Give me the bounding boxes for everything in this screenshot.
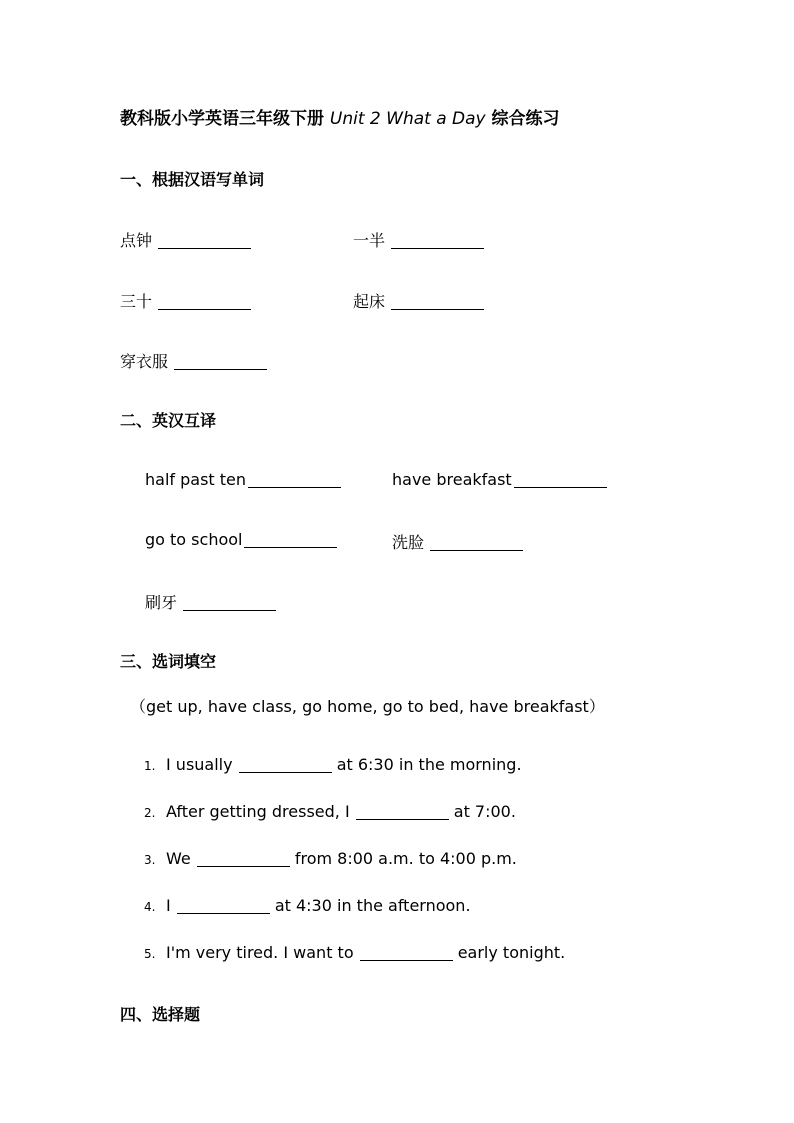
answer-blank[interactable] — [158, 232, 251, 249]
answer-blank[interactable] — [391, 232, 484, 249]
answer-blank[interactable] — [391, 293, 484, 310]
question-text-after: at 6:30 in the morning. — [336, 755, 522, 774]
answer-blank[interactable] — [244, 531, 337, 548]
answer-blank[interactable] — [158, 293, 251, 310]
s1-item-4 — [353, 289, 484, 312]
s1-item-3 — [120, 289, 251, 312]
question-text-before: I — [166, 896, 171, 915]
section2-heading: 二、英汉互译 — [120, 411, 217, 430]
s1-item-label: 起床 — [353, 292, 386, 311]
s1-item-label: 穿衣服 — [120, 352, 169, 371]
answer-blank[interactable] — [197, 850, 290, 867]
question-text-after: early tonight. — [457, 943, 566, 962]
s2-item-2 — [392, 470, 609, 489]
question-text-after: at 4:30 in the afternoon. — [274, 896, 471, 915]
question-number: 2. — [144, 806, 156, 820]
answer-blank[interactable] — [430, 534, 523, 551]
s1-item-label: 三十 — [120, 292, 153, 311]
s2-item-label: 刷牙 — [145, 593, 178, 612]
s1-item-label: 点钟 — [120, 231, 153, 250]
s1-item-1 — [120, 228, 251, 251]
question-text-before: I'm very tired. I want to — [166, 943, 354, 962]
s3-question-3 — [144, 849, 517, 868]
answer-blank[interactable] — [183, 594, 276, 611]
question-text-before: After getting dressed, I — [166, 802, 350, 821]
section3-heading: 三、选词填空 — [120, 652, 217, 671]
title-unit: Unit 2 What a Day — [329, 109, 486, 129]
s2-item-label: go to school — [145, 530, 243, 549]
question-text-before: I usually — [166, 755, 233, 774]
word-bank: （get up, have class, go home, go to bed, have breakfast） — [130, 697, 605, 716]
question-number: 4. — [144, 900, 156, 914]
s2-item-5 — [145, 590, 276, 613]
s3-question-1 — [144, 755, 522, 774]
s3-question-2 — [144, 802, 516, 821]
s2-item-1 — [145, 470, 343, 489]
s2-item-4 — [392, 530, 523, 553]
s2-item-label: have breakfast — [392, 470, 512, 489]
s3-question-4 — [144, 896, 471, 915]
s2-item-label: 洗脸 — [392, 533, 425, 552]
section1-heading: 一、根据汉语写单词 — [120, 170, 265, 189]
s1-item-2 — [353, 228, 484, 251]
answer-blank[interactable] — [239, 756, 332, 773]
answer-blank[interactable] — [248, 471, 341, 488]
title-cn-prefix: 教科版小学英语三年级下册 — [120, 109, 324, 129]
answer-blank[interactable] — [177, 897, 270, 914]
title-cn-suffix: 综合练习 — [491, 109, 560, 129]
s2-item-3 — [145, 530, 339, 549]
answer-blank[interactable] — [356, 803, 449, 820]
answer-blank[interactable] — [360, 944, 453, 961]
s2-item-label: half past ten — [145, 470, 247, 489]
question-text-before: We — [166, 849, 191, 868]
section4-heading: 四、选择题 — [120, 1005, 201, 1024]
answer-blank[interactable] — [174, 353, 267, 370]
s3-question-5 — [144, 943, 565, 962]
question-number: 5. — [144, 947, 156, 961]
s1-item-5 — [120, 349, 267, 372]
page-title — [120, 104, 560, 129]
answer-blank[interactable] — [514, 471, 607, 488]
question-number: 3. — [144, 853, 156, 867]
s1-item-label: 一半 — [353, 231, 386, 250]
question-text-after: at 7:00. — [453, 802, 516, 821]
question-number: 1. — [144, 759, 156, 773]
question-text-after: from 8:00 a.m. to 4:00 p.m. — [294, 849, 517, 868]
